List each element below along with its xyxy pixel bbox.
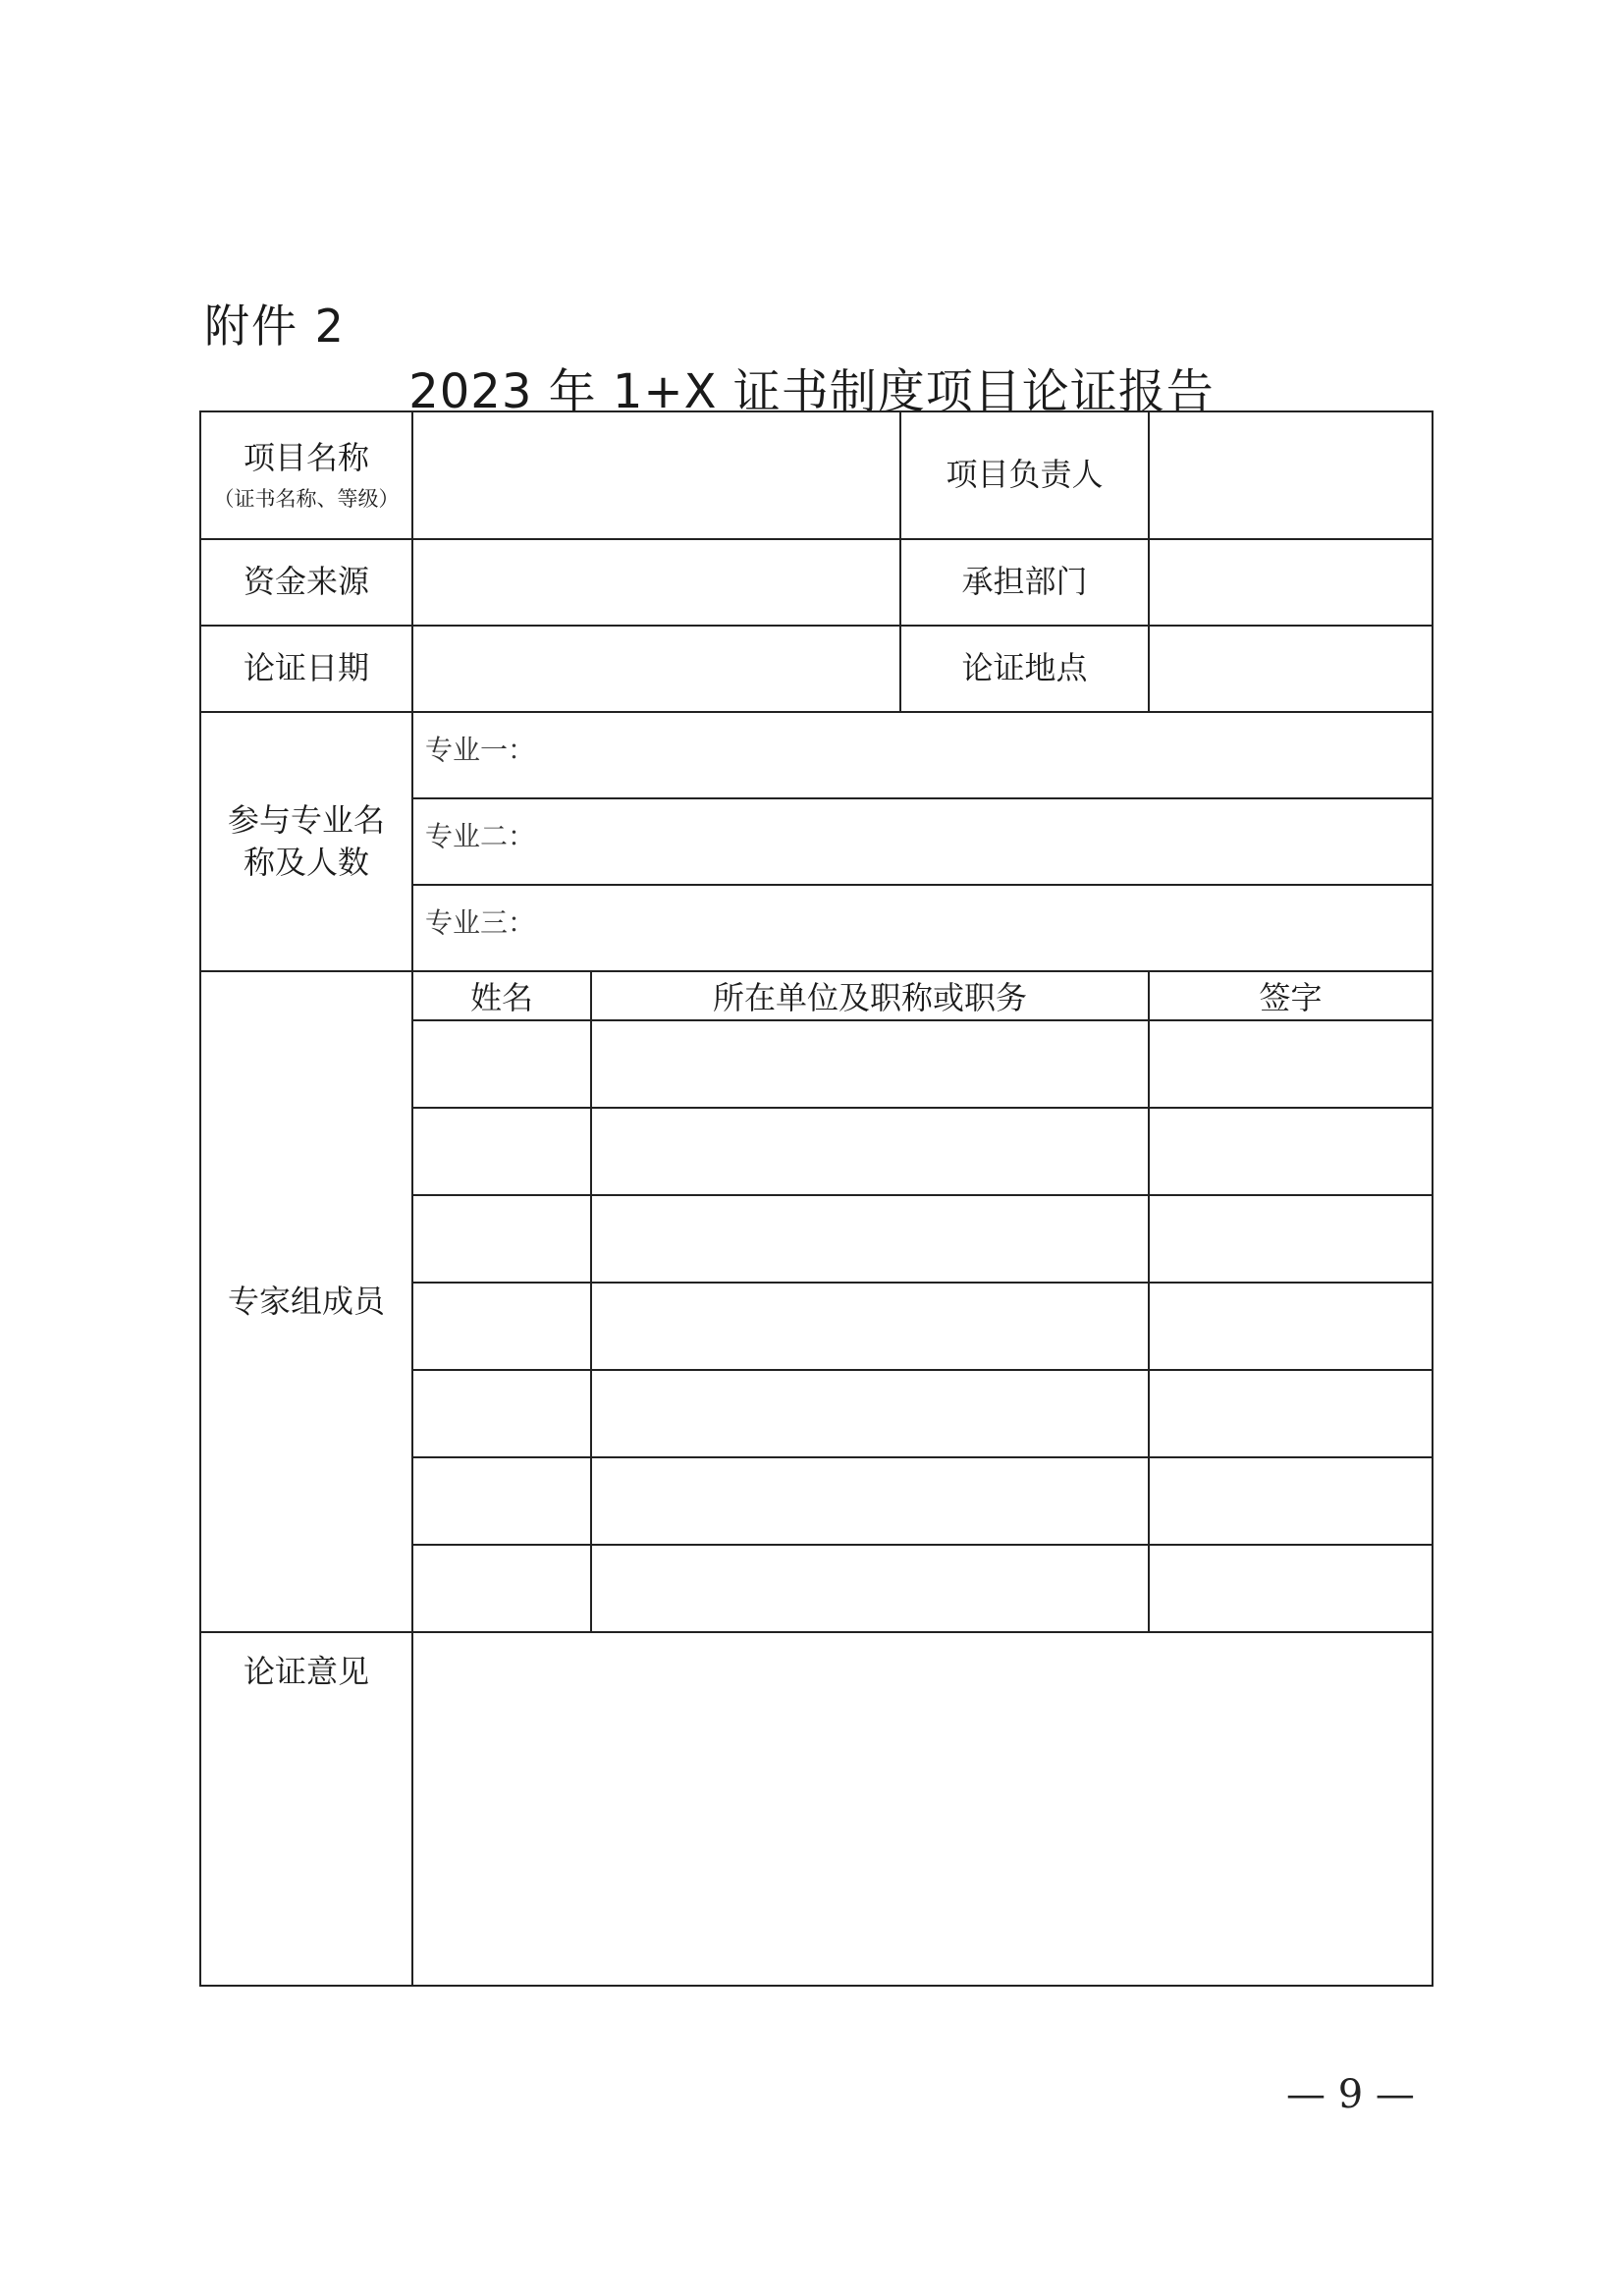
expert-unit-cell[interactable] [591, 1370, 1149, 1457]
expert-unit-cell[interactable] [591, 1545, 1149, 1632]
date-field[interactable] [412, 626, 900, 712]
expert-name-cell[interactable] [412, 1283, 591, 1370]
expert-unit-header: 所在单位及职称或职务 [591, 971, 1149, 1020]
project-name-subtext: （证书名称、等级） [213, 487, 400, 512]
majors-label [200, 712, 412, 971]
expert-unit-cell[interactable] [591, 1108, 1149, 1195]
date-label: 论证日期 [200, 626, 412, 712]
expert-name-cell[interactable] [412, 1108, 591, 1195]
attachment-label: 附件 2 [204, 300, 346, 353]
expert-sign-cell[interactable] [1149, 1283, 1433, 1370]
expert-name-cell[interactable] [412, 1457, 591, 1545]
expert-sign-cell[interactable] [1149, 1370, 1433, 1457]
expert-unit-cell[interactable] [591, 1020, 1149, 1108]
project-leader-label: 项目负责人 [900, 411, 1149, 539]
expert-sign-cell[interactable] [1149, 1545, 1433, 1632]
report-form-table [199, 410, 1434, 1987]
major-three-field[interactable]: 专业三： [412, 885, 1433, 971]
expert-unit-cell[interactable] [591, 1195, 1149, 1283]
major-one-field[interactable]: 专业一： [412, 712, 1433, 798]
expert-name-cell[interactable] [412, 1545, 591, 1632]
expert-sign-cell[interactable] [1149, 1108, 1433, 1195]
fund-source-label: 资金来源 [200, 539, 412, 626]
expert-name-cell[interactable] [412, 1020, 591, 1108]
page-number: — 9 — [1286, 2072, 1415, 2117]
location-field[interactable] [1149, 626, 1433, 712]
opinion-label: 论证意见 [200, 1632, 412, 1986]
major-two-field[interactable]: 专业二： [412, 798, 1433, 885]
expert-sign-cell[interactable] [1149, 1020, 1433, 1108]
expert-unit-cell[interactable] [591, 1457, 1149, 1545]
expert-sign-header: 签字 [1149, 971, 1433, 1020]
experts-label: 专家组成员 [200, 971, 412, 1632]
majors-label-line2: 称及人数 [243, 844, 369, 881]
expert-unit-cell[interactable] [591, 1283, 1149, 1370]
project-name-label [200, 411, 412, 539]
project-name-text: 项目名称 [243, 439, 369, 477]
opinion-field[interactable] [412, 1632, 1433, 1986]
page-title: 2023 年 1+X 证书制度项目论证报告 [408, 364, 1215, 419]
department-label: 承担部门 [900, 539, 1149, 626]
expert-name-header: 姓名 [412, 971, 591, 1020]
majors-label-line1: 参与专业名 [227, 800, 385, 839]
project-leader-field[interactable] [1149, 411, 1433, 539]
expert-sign-cell[interactable] [1149, 1195, 1433, 1283]
location-label: 论证地点 [900, 626, 1149, 712]
project-name-field[interactable] [412, 411, 900, 539]
fund-source-field[interactable] [412, 539, 900, 626]
department-field[interactable] [1149, 539, 1433, 626]
expert-name-cell[interactable] [412, 1370, 591, 1457]
expert-sign-cell[interactable] [1149, 1457, 1433, 1545]
expert-name-cell[interactable] [412, 1195, 591, 1283]
